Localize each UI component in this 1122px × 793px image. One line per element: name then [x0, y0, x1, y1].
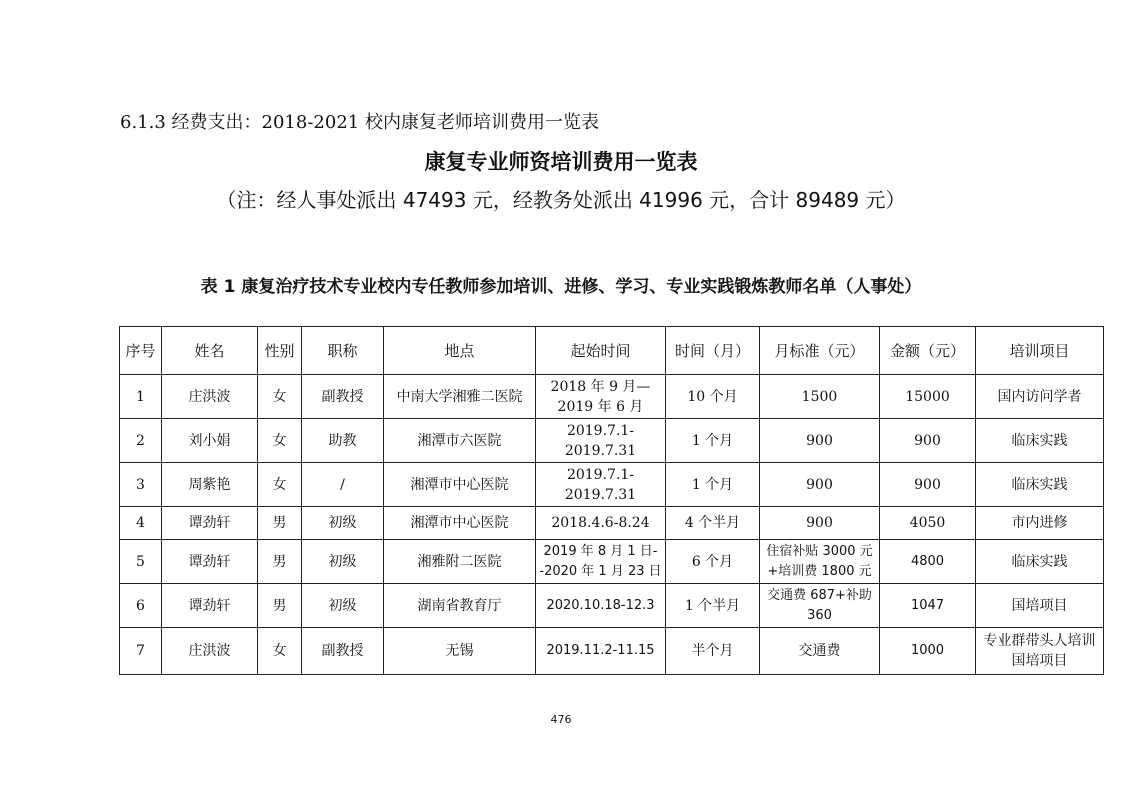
table-cell: 3 — [120, 463, 162, 507]
table-cell: 谭劲轩 — [162, 507, 258, 540]
table-cell: 国内访问学者 — [976, 375, 1104, 419]
table-cell: 庄洪波 — [162, 375, 258, 419]
header-cell: 地点 — [384, 327, 536, 375]
table-cell: 2019 年 8 月 1 日--2020 年 1 月 23 日 — [536, 540, 666, 584]
table-cell: 2019.7.1-2019.7.31 — [536, 419, 666, 463]
table-cell: 2018 年 9 月—2019 年 6 月 — [536, 375, 666, 419]
table-cell: 临床实践 — [976, 419, 1104, 463]
section-heading: 6.1.3 经费支出：2018-2021 校内康复老师培训费用一览表 — [120, 112, 599, 133]
table-cell: 2 — [120, 419, 162, 463]
table-cell: 交通费 687+补助 360 — [760, 584, 880, 628]
table-cell: 1 个月 — [666, 419, 760, 463]
table-cell: 4 个半月 — [666, 507, 760, 540]
table-cell: 15000 — [880, 375, 976, 419]
table-cell: 谭劲轩 — [162, 540, 258, 584]
header-cell: 性别 — [258, 327, 302, 375]
table-cell: 1500 — [760, 375, 880, 419]
header-cell: 培训项目 — [976, 327, 1104, 375]
table-caption: 表 1 康复治疗技术专业校内专任教师参加培训、进修、学习、专业实践锻炼教师名单（人事处） — [200, 277, 922, 297]
table-cell: 10 个月 — [666, 375, 760, 419]
table-cell: 1 个月 — [666, 463, 760, 507]
table-cell: 900 — [880, 419, 976, 463]
table-cell: 900 — [760, 419, 880, 463]
table-cell: 庄洪波 — [162, 628, 258, 675]
table-cell: 市内进修 — [976, 507, 1104, 540]
table-cell: 1 — [120, 375, 162, 419]
table-cell: 湘潭市六医院 — [384, 419, 536, 463]
table-cell: 男 — [258, 540, 302, 584]
table-cell: 男 — [258, 584, 302, 628]
table-cell: 女 — [258, 463, 302, 507]
table-cell: 男 — [258, 507, 302, 540]
table-row — [120, 628, 1104, 675]
table-cell: 2018.4.6-8.24 — [536, 507, 666, 540]
table-cell: 2019.11.2-11.15 — [536, 628, 666, 675]
table-cell: 6 — [120, 584, 162, 628]
table-cell: 4 — [120, 507, 162, 540]
table-cell: / — [302, 463, 384, 507]
table-cell: 900 — [760, 463, 880, 507]
header-cell: 时间（月） — [666, 327, 760, 375]
table-cell: 中南大学湘雅二医院 — [384, 375, 536, 419]
table-cell: 2019.7.1-2019.7.31 — [536, 463, 666, 507]
table-cell: 湘潭市中心医院 — [384, 507, 536, 540]
table-header-row — [120, 327, 1104, 375]
table-cell: 半个月 — [666, 628, 760, 675]
table-cell: 900 — [760, 507, 880, 540]
table-cell: 湖南省教育厅 — [384, 584, 536, 628]
table-cell: 女 — [258, 419, 302, 463]
table-cell: 女 — [258, 628, 302, 675]
table-cell: 国培项目 — [976, 584, 1104, 628]
table-cell: 900 — [880, 463, 976, 507]
table-row — [120, 507, 1104, 540]
table-cell: 初级 — [302, 540, 384, 584]
table-cell: 住宿补贴 3000 元+培训费 1800 元 — [760, 540, 880, 584]
header-cell: 月标准（元） — [760, 327, 880, 375]
table-cell: 2020.10.18-12.3 — [536, 584, 666, 628]
training-cost-table — [119, 326, 1104, 675]
header-cell: 序号 — [120, 327, 162, 375]
header-cell: 金额（元） — [880, 327, 976, 375]
table-cell: 刘小娟 — [162, 419, 258, 463]
table-cell: 专业群带头人培训国培项目 — [976, 628, 1104, 675]
table-cell: 周紫艳 — [162, 463, 258, 507]
table-cell: 湘潭市中心医院 — [384, 463, 536, 507]
table-row — [120, 375, 1104, 419]
table-cell: 副教授 — [302, 628, 384, 675]
table-cell: 谭劲轩 — [162, 584, 258, 628]
table-row — [120, 540, 1104, 584]
header-cell: 起始时间 — [536, 327, 666, 375]
table-row — [120, 584, 1104, 628]
table-cell: 湘雅附二医院 — [384, 540, 536, 584]
table-cell: 无锡 — [384, 628, 536, 675]
table-row — [120, 463, 1104, 507]
table-cell: 助教 — [302, 419, 384, 463]
page-number: 476 — [550, 713, 572, 726]
table-cell: 初级 — [302, 507, 384, 540]
table-cell: 1000 — [880, 628, 976, 675]
table-cell: 初级 — [302, 584, 384, 628]
cost-note: （注：经人事处派出 47493 元，经教务处派出 41996 元，合计 89489 元） — [216, 188, 906, 212]
table-row — [120, 419, 1104, 463]
table-cell: 副教授 — [302, 375, 384, 419]
table-cell: 临床实践 — [976, 540, 1104, 584]
table-cell: 临床实践 — [976, 463, 1104, 507]
table-cell: 5 — [120, 540, 162, 584]
header-cell: 职称 — [302, 327, 384, 375]
table-cell: 7 — [120, 628, 162, 675]
table-cell: 1 个半月 — [666, 584, 760, 628]
table-cell: 1047 — [880, 584, 976, 628]
table-cell: 女 — [258, 375, 302, 419]
table-cell: 4800 — [880, 540, 976, 584]
table-cell: 交通费 — [760, 628, 880, 675]
table-cell: 4050 — [880, 507, 976, 540]
page-title: 康复专业师资培训费用一览表 — [424, 150, 698, 174]
table-cell: 6 个月 — [666, 540, 760, 584]
header-cell: 姓名 — [162, 327, 258, 375]
